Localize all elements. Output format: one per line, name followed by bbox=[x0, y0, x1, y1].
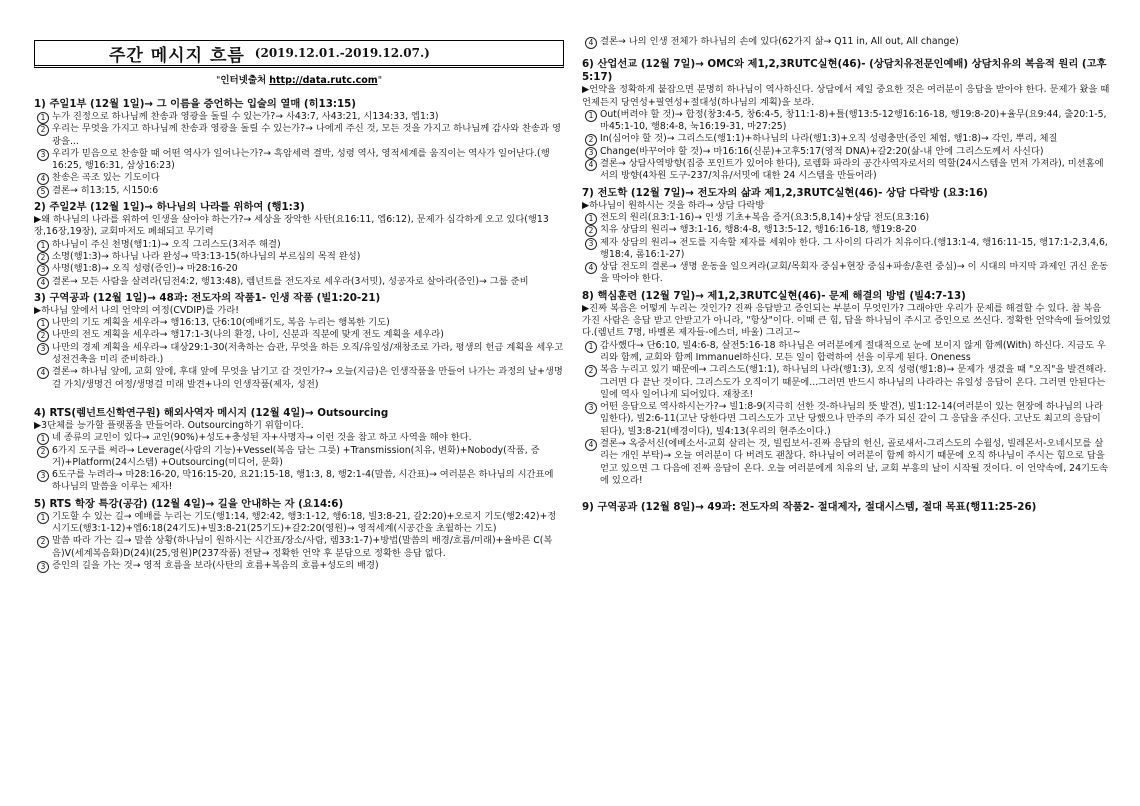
section-9 bbox=[582, 501, 1112, 514]
source-line: "인터넷출처 http://data.rutc.com" bbox=[215, 75, 383, 86]
continued-list bbox=[582, 36, 1112, 48]
list-item: 상담 전도의 결론→ 생명 운동을 일으켜라(교회/목회자 중심+현장 중심+파송/훈련 중심)→ 이 시대의 마지막 과제인 귀신 운동을 막아야 한다. bbox=[600, 261, 1112, 286]
list-item: 결론→ 히13:15, 시150:6 bbox=[52, 185, 564, 197]
list-item: 전도의 원리(요3:1-16)→ 인생 기초+복음 증거(요3:5,8,14)+상담 전도(요3:16) bbox=[600, 212, 1112, 224]
list-item: 말씀 따라 가는 길→ 말씀 상황(하나님이 원하시는 시간표/장소/사람, 렘33:1-7)+방법(말씀의 배경/흐름/미래)+율바른 C(복음)V(세계복음화)D(24)I(25,영원)P(237작품) 전달→ 정확한 언약 후 분답으로 정확한 응답 없다. bbox=[52, 535, 564, 560]
list-item: 찬송은 곡조 있는 기도이다 bbox=[52, 172, 564, 184]
section-heading: 2) 주일2부 (12월 1일)→ 하나님의 나라를 위하여 (행1:3) bbox=[34, 201, 305, 214]
section-intro: ▶하나님이 원하시는 것을 하라→ 상담 다락방 bbox=[582, 199, 765, 211]
section-0 bbox=[34, 98, 564, 197]
section-intro: ▶왜 하나님의 나라를 위하여 인생을 살아야 하는가?→ 세상을 장악한 사탄(요16:11, 엡6:12), 문제가 심각하게 오고 있다(행13장,16장,19장), 교회마저도 폐쇄되고 무기력 bbox=[34, 214, 549, 238]
list-item: Change(바꾸어야 할 것)→ 마16:16(신분)+고후5:17(영적 DNA)+갈2:20(삶-내 안에 그리스도께서 사신다) bbox=[600, 146, 1112, 158]
left-column bbox=[34, 0, 564, 576]
list-item: 결론→ 나의 인생 전체가 하나님의 손에 있다(62가지 삶→ Q11 in, All out, All change) bbox=[600, 36, 1112, 48]
section-heading: 9) 구역공과 (12월 8일)→ 49과: 전도자의 작품2- 절대제자, 절대시스템, 절대 목표(행11:25-26) bbox=[582, 501, 1037, 514]
section-6 bbox=[582, 58, 1112, 182]
section-intro: ▶3단체를 능가할 플랫폼을 만들어라. Outsourcing하기 위함이다. bbox=[34, 419, 304, 431]
section-heading: 1) 주일1부 (12월 1일)→ 그 이름을 증언하는 입술의 열매 (히13:15) bbox=[34, 98, 357, 110]
section-heading: 6) 산업선교 (12월 7일)→ OMC와 제1,2,3RUTC실현(46)- (상담치유전문인예배) 상담치유의 복음적 원리 (고후5:17) bbox=[582, 58, 1107, 84]
section-list bbox=[34, 239, 564, 288]
section-1 bbox=[34, 201, 564, 288]
list-item: 감사했다→ 단6:10, 빌4:6-8, 살전5:16-18 하나님은 여러분에게 절대적으로 눈에 보이지 않게 함께(With) 하신다. 지금도 우리와 함께, 교회와 함께 Immanuel하신다. 모든 일이 합력하여 선을 이루게 된다. Oneness bbox=[600, 340, 1112, 365]
section-heading: 4) RTS(렘넌트신학연구원) 해외사역자 메시지 (12월 4일)→ Outsourcing bbox=[34, 406, 389, 419]
section-list bbox=[582, 212, 1112, 286]
list-item: Out(버려야 할 것)→ 합정(창3:4-5, 창6:4-5, 창11:1-8)+틀(행13:5-12행16:16-18, 행19:8-20)+율무(요9:44, 출20:1-5, 마45:1-10, 행8:4-8, 눅16:19-31, 마27:25) bbox=[600, 109, 1112, 134]
list-item: 누가 진정으로 하나님께 찬송과 영광을 돌릴 수 있는가?→ 사43:7, 사43:21, 시134:33, 엡1:3) bbox=[52, 111, 564, 123]
list-item: 나만의 경제 계획을 세우라→ 대상29:1-30(저축하는 습관, 무엇을 하든 오직/유일성/재창조로 가라, 평생의 헌금 계획을 세우고 성전건축을 미리 준비하라.) bbox=[52, 341, 564, 366]
list-item: 나만의 전도 계획을 세우라→ 행17:1-3(나의 환경, 나이, 신분과 직분에 맞게 전도 계획을 세우라) bbox=[52, 329, 564, 341]
list-item: 6가지 도구를 써라→ Leverage(사람의 기능)+Vessel(복음 담는 그릇) +Transmission(치유, 변화)+Nobody(작품, 증거)+Platform(24시스템) +Outsourcing(미디어, 문화) bbox=[52, 445, 564, 470]
section-list bbox=[34, 511, 564, 572]
section-gap bbox=[34, 395, 564, 407]
list-item: 어떤 응답으로 역사하시는가?→ 빌1:8-9(지극히 선한 것-하나님의 뜻 발견), 빌1:12-14(여러분이 있는 현장에 하나님의 나라 임한다), 빌2:6-11(고난 당한다면 그리스도가 고난 당했으나 만주의 주가 되신 같이 그 응답을 주신다. 고난도 최고의 응답이 된다), 빌3:8-21(배경이다), 빌4:13(우리의 현주소이다.) bbox=[600, 401, 1112, 438]
section-list bbox=[34, 111, 564, 197]
list-item: 결론→ 상담사역방향(집중 포인트가 있어야 한다), 로렘화 파라의 공간사역자로서의 역할(24시스템을 먼저 가져라), 미션홈에서의 방향(4차원 도구-237/치유/서밋에 대한 24 시스템을 만들어라) bbox=[600, 158, 1112, 183]
page-title: 주간 메시지 흐름 bbox=[109, 45, 245, 66]
list-item: 복음 누리고 있기 때문에→ 그리스도(행1:1), 하나님의 나라(행1:3), 오직 성령(행1:8)→ 문제가 생겼을 때 "오직"을 발견해라. 그러면 다 끝난 것이다. 그리스도가 오직이기 때문에...그러면 반드시 하나님의 나라라는 유일성 응답이 온다. 그러면 안된다는 일에 역사 일어나게 되어있다. 재창조! bbox=[600, 364, 1112, 401]
title-box bbox=[34, 40, 564, 68]
section-5 bbox=[582, 36, 1112, 48]
section-2 bbox=[34, 292, 564, 391]
list-item: 하나님이 주신 천명(행1:1)→ 오직 그리스도(3저주 해결) bbox=[52, 239, 564, 251]
section-8 bbox=[582, 290, 1112, 487]
source-link[interactable]: http://data.rutc.com bbox=[269, 75, 378, 86]
section-list bbox=[582, 109, 1112, 183]
list-item: 결론→ 하나님 앞에, 교회 앞에, 후대 앞에 무엇을 남기고 갈 것인가?→ 오늘(지금)은 인생작품을 만들어 나가는 과정의 날+생명걸 가치/생명건 여정/생명걸 미래 발견+나의 인생작품(제자, 성전) bbox=[52, 366, 563, 390]
list-item: 우리가 믿음으로 찬송할 때 어떤 역사가 일어나는가?→ 흑암세력 결박, 성령 역사, 영적세계를 움직이는 역사가 일어난다.(행16:25, 행16:31, 삼상16:23) bbox=[52, 148, 564, 173]
left-sections bbox=[34, 98, 564, 572]
list-item: 우리는 무엇을 가지고 하나님께 찬송과 영광을 돌릴 수 있는가?→ 나에게 주신 것, 모든 것을 가지고 하나님께 감사와 찬송과 영광을... bbox=[52, 123, 564, 148]
list-item: 나만의 기도 계획을 세우라→ 행16:13, 단6:10(예배기도, 복음 누리는 행복한 기도) bbox=[52, 317, 564, 329]
section-heading: 7) 전도학 (12월 7일)→ 전도자의 삶과 제1,2,3RUTC실현(46)- 상담 다락방 (요3:16) bbox=[582, 186, 988, 199]
date-range: (2019.12.01.-2019.12.07.) bbox=[254, 46, 430, 60]
section-heading: 3) 구역공과 (12월 1일)→ 48과: 전도자의 작품1- 인생 작품 (빌1:20-21) bbox=[34, 291, 381, 304]
section-list bbox=[582, 340, 1112, 488]
section-7 bbox=[582, 187, 1112, 286]
section-4 bbox=[34, 498, 564, 572]
list-item: 네 종류의 교인이 있다→ 교인(90%)+성도+충성된 자+사명자→ 이런 것을 참고 하고 사역을 해야 한다. bbox=[52, 432, 564, 444]
section-intro: ▶언약을 정확하게 붙잡으면 분명히 하나님이 역사하신다. 상담에서 제일 중요한 것은 여러분이 응답을 받아야 한다. 문제가 왔을 때 언제든지 당연성+필연성+절대성(하나님의 계획)을 보라. bbox=[582, 84, 1110, 108]
right-sections bbox=[582, 36, 1112, 514]
section-intro: ▶진짜 복음은 어떻게 누리는 것인가? 진짜 응답받고 증인되는 부분이 무엇인가? 그래야만 우리가 문제를 해결할 수 있다. 참 복음 가진 사람은 응답 받고 안받고가 아니라, "항상"이다. 이때 큰 힘, 답을 하나님이 주시고 증인으로 쓰신다. 정확한 언약속에 들어있었다.(렘넌트 7명, 바벨론 제자들-에스더, 바울) 그리고~ bbox=[582, 302, 1111, 339]
section-3 bbox=[34, 407, 564, 494]
right-column bbox=[582, 36, 1112, 518]
section-list bbox=[34, 317, 564, 391]
list-item: 사명(행1:8)→ 오직 성령(증인)→ 마28:16-20 bbox=[52, 263, 564, 275]
list-item: 기도할 수 있는 길→ 예배를 누리는 기도(행1:14, 행2:42, 행3:1-12, 행6:18, 빌3:8-21, 갈2:20)+오로지 기도(행2:42)+정시기도(행3:1-12)+엡6:18(24기도)+빌3:8-21(25기도)+갈2:20(영원)→ 영적세계(시공간을 초월하는 기도) bbox=[52, 511, 564, 536]
list-item: 결론→ 모든 사람을 살려라(딤전4:2, 행13:48), 렘넌트를 전도자로 세우라(3서밋), 성공자로 살아라(증인)→ 그룹 준비 bbox=[52, 276, 564, 288]
source-label: 인터넷출처 bbox=[220, 75, 267, 86]
list-item: 소명(행1:3)→ 하나님 나라 완성→ 막3:13-15(하나님의 부르심의 목적 완성) bbox=[52, 251, 564, 263]
section-heading: 5) RTS 학장 특강(공감) (12월 4일)→ 길을 안내하는 자 (요14:6) bbox=[34, 497, 344, 510]
list-item: 증인의 길을 가는 것→ 영적 흐름을 보라(사탄의 흐름+복음의 흐름+성도의 배경) bbox=[52, 560, 564, 572]
list-item: 제자 상담의 원리→ 전도를 지속할 제자를 세워야 한다. 그 사이의 다리가 치유이다.(행13:1-4, 행16:11-15, 행17:1-2,3,4,6, 행18:4, 롬16:1-27) bbox=[600, 237, 1112, 262]
list-item: 결론→ 옥중서신(에베소서-교회 살리는 것, 빌립보서-진짜 응답의 헌신, 골로새서-그리스도의 수월성, 빌레몬서-오네시모를 살리는 개인 부탁)→ 오늘 여러분이 다 버려도 괜찮다. 하나님이 여러분이 함께 하시기 때문에 오직 하나님이 주시는 힘으로 답을 얻고 있으면 그 다음에 진짜 응답이 온다. 오늘 여러분에게 치유의 날, 교회 부흥의 날이 시작될 것이다. 이 언약속에, 24기도속에 있으라! bbox=[600, 438, 1112, 487]
list-item: In(심어야 할 것)→ 그리스도(행1:1)+하나님의 나라(행1:3)+오직 성령충만(증인 체험, 행1:8)→ 각인, 뿌리, 체질 bbox=[600, 133, 1112, 145]
list-item: 6도구를 누려라→ 마28:16-20, 막16:15-20, 요21:15-18, 행1:3, 8, 행2:1-4(말씀, 시간표)→ 여러분은 하나님의 시간표에 하나님의 말씀을 이루는 제자! bbox=[52, 469, 564, 494]
section-intro: ▶하나님 앞에서 나의 언약의 여정(CVDIP)를 가라! bbox=[34, 304, 239, 316]
list-item: 치유 상담의 원리→ 행3:1-16, 행8:4-8, 행13:5-12, 행16:16-18, 행19:8-20 bbox=[600, 224, 1112, 236]
section-list bbox=[34, 432, 564, 493]
section-heading: 8) 핵심훈련 (12월 7일)→ 제1,2,3RUTC실현(46)- 문제 해결의 방법 (빌4:7-13) bbox=[582, 289, 966, 302]
